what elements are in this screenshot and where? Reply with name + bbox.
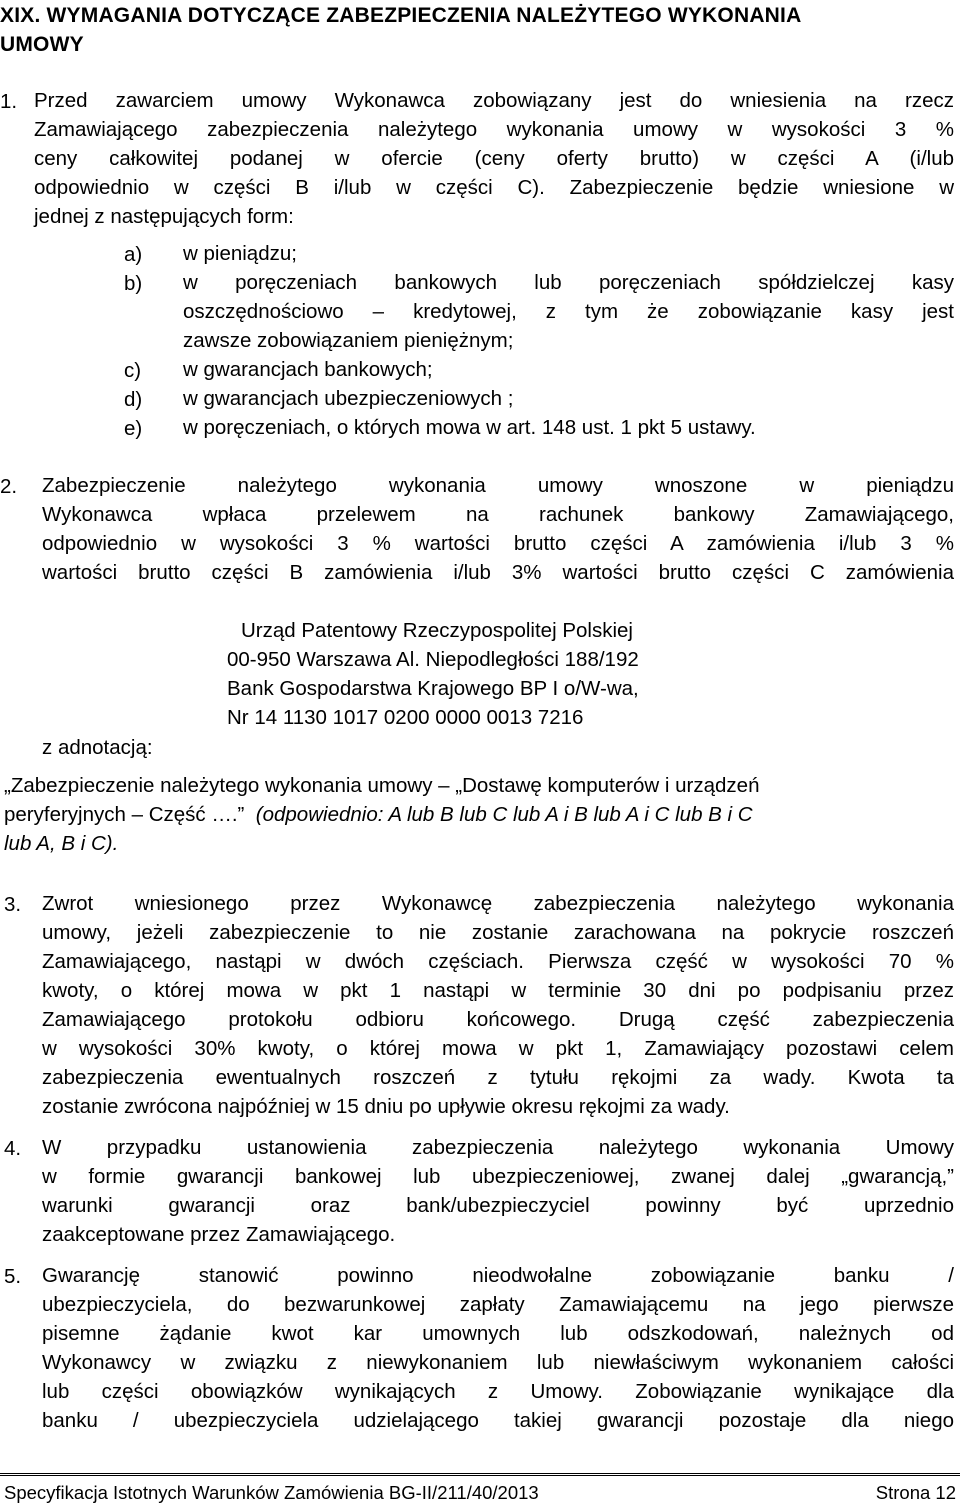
footer-page-number: Strona 12	[875, 1482, 956, 1503]
annotation-line: „Zabezpieczenie należytego wykonania umowy – „Dostawę komputerów i urządzeń	[4, 774, 760, 797]
section-heading-line2: UMOWY	[0, 33, 84, 56]
address-line: Bank Gospodarstwa Krajowego BP I o/W-wa,	[227, 677, 639, 700]
paragraph-2-number: 2.	[0, 475, 18, 498]
address-line: Urząd Patentowy Rzeczypospolitej Polskiej	[241, 619, 633, 642]
paragraph-5-line: pisemne żądanie kwot kar umownych lub odszkodowań, należnych od	[42, 1322, 954, 1345]
paragraph-3-line: Zamawiającego, nastąpi w dwóch częściach. Pierwsza część w wysokości 70 %	[42, 950, 954, 973]
paragraph-5-line: Gwarancję stanowić powinno nieodwołalne zobowiązanie banku /	[42, 1264, 954, 1287]
paragraph-4-line: W przypadku ustanowienia zabezpieczenia należytego wykonania Umowy	[42, 1136, 954, 1159]
paragraph-5-line: banku / ubezpieczyciela udzielającego takiej gwarancji pozostaje dla niego	[42, 1409, 954, 1432]
paragraph-1-number: 1.	[0, 90, 18, 113]
annotation-line-main: peryferyjnych – Część ….”	[4, 803, 245, 826]
list-marker-e: e)	[124, 417, 143, 440]
list-item-d: w gwarancjach ubezpieczeniowych ;	[183, 387, 514, 410]
bank-account-number: Nr 14 1130 1017 0200 0000 0013 7216	[227, 706, 584, 729]
paragraph-3-line: zabezpieczenia ewentualnych roszczeń z tytułu rękojmi za wady. Kwota ta	[42, 1066, 954, 1089]
list-marker-b: b)	[124, 272, 143, 295]
list-item-e: w poręczeniach, o których mowa w art. 148 ust. 1 pkt 5 ustawy.	[183, 416, 756, 439]
list-item-b-line: w poręczeniach bankowych lub poręczeniach spółdzielczej kasy	[183, 271, 954, 294]
address-line: 00-950 Warszawa Al. Niepodległości 188/192	[227, 648, 639, 671]
paragraph-3-line: Zamawiającego protokołu odbioru końcowego. Drugą część zabezpieczenia	[42, 1008, 954, 1031]
footer-divider	[0, 1473, 960, 1476]
paragraph-1-line: ceny całkowitej podanej w ofercie (ceny oferty brutto) w części A (i/lub	[34, 147, 954, 170]
paragraph-1-line: Przed zawarciem umowy Wykonawca zobowiązany jest do wniesienia na rzecz	[34, 89, 954, 112]
paragraph-3-line: Zwrot wniesionego przez Wykonawcę zabezpieczenia należytego wykonania	[42, 892, 954, 915]
paragraph-5-line: ubezpieczyciela, do bezwarunkowej zapłaty Zamawiającemu na jego pierwsze	[42, 1293, 954, 1316]
paragraph-5-number: 5.	[4, 1265, 22, 1288]
list-item-b-line: zawsze zobowiązaniem pieniężnym;	[183, 329, 514, 352]
paragraph-4-line: warunki gwarancji oraz bank/ubezpieczyciel powinny być uprzednio	[42, 1194, 954, 1217]
paragraph-5-line: Wykonawcy w związku z niewykonaniem lub niewłaściwym wykonaniem całości	[42, 1351, 954, 1374]
paragraph-2-line: wartości brutto części B zamówienia i/lub 3% wartości brutto części C zamówienia	[42, 561, 954, 584]
list-marker-a: a)	[124, 243, 143, 266]
paragraph-3-line: kwoty, o której mowa w pkt 1 nastąpi w terminie 30 dni po podpisaniu przez	[42, 979, 954, 1002]
paragraph-4-number: 4.	[4, 1137, 22, 1160]
paragraph-3-line: umowy, jeżeli zabezpieczenie to nie zostanie zarachowana na pokrycie roszczeń	[42, 921, 954, 944]
paragraph-3-line: w wysokości 30% kwoty, o której mowa w pkt 1, Zamawiający pozostawi celem	[42, 1037, 954, 1060]
list-marker-d: d)	[124, 388, 143, 411]
paragraph-2-line: Zabezpieczenie należytego wykonania umowy wnoszone w pieniądzu	[42, 474, 954, 497]
list-item-a: w pieniądzu;	[183, 242, 297, 265]
paragraph-4-line-last: zaakceptowane przez Zamawiającego.	[42, 1223, 396, 1246]
paragraph-1-line-last: jednej z następujących form:	[34, 205, 294, 228]
paragraph-5-line: lub części obowiązków wynikających z Umowy. Zobowiązanie wynikające dla	[42, 1380, 954, 1403]
paragraph-1-line: Zamawiającego zabezpieczenia należytego wykonania umowy w wysokości 3 %	[34, 118, 954, 141]
list-item-b-line: oszczędnościowo – kredytowej, z tym że zobowiązanie kasy jest	[183, 300, 954, 323]
paragraph-2-line: Wykonawca wpłaca przelewem na rachunek bankowy Zamawiającego,	[42, 503, 954, 526]
paragraph-3-line-last: zostanie zwrócona najpóźniej w 15 dniu po upływie okresu rękojmi za wady.	[42, 1095, 730, 1118]
footer-document-title: Specyfikacja Istotnych Warunków Zamówienia BG-II/211/40/2013	[4, 1482, 539, 1503]
section-heading-line1: XIX. WYMAGANIA DOTYCZĄCE ZABEZPIECZENIA NALEŻYTEGO WYKONANIA	[0, 4, 802, 27]
paragraph-2-line: odpowiednio w wysokości 3 % wartości brutto części A zamówienia i/lub 3 %	[42, 532, 954, 555]
paragraph-1-line: odpowiednio w części B i/lub w części C). Zabezpieczenie będzie wniesione w	[34, 176, 954, 199]
annotation-options-end: lub A, B i C).	[4, 832, 119, 855]
list-marker-c: c)	[124, 359, 142, 382]
annotation-line	[4, 800, 753, 829]
paragraph-3-number: 3.	[4, 893, 22, 916]
annotation-label: z adnotacją:	[42, 736, 153, 759]
list-item-c: w gwarancjach bankowych;	[183, 358, 433, 381]
annotation-options: (odpowiednio: A lub B lub C lub A i B lub A i C lub B i C	[255, 803, 753, 826]
paragraph-4-line: w formie gwarancji bankowej lub ubezpieczeniowej, zwanej dalej „gwarancją,”	[42, 1165, 954, 1188]
